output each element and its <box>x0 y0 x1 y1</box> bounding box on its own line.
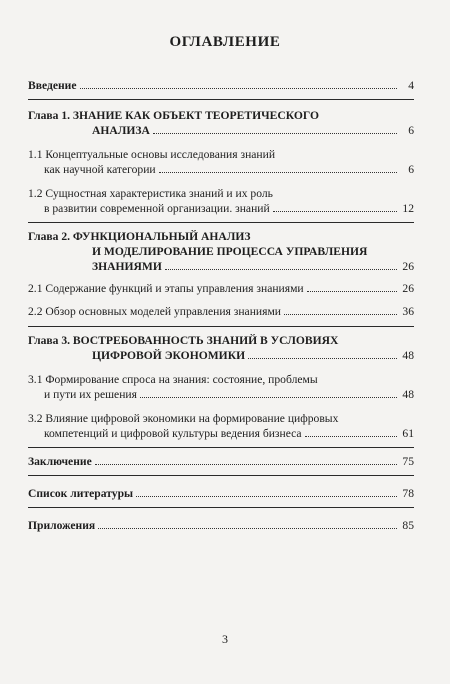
toc-entry-section-3-2[interactable] <box>28 411 414 441</box>
leader-dots <box>305 436 397 437</box>
toc-entry-page: 6 <box>408 163 414 176</box>
leader-dots <box>98 528 397 529</box>
leader-dots <box>165 269 397 270</box>
toc-entry-section-1-2[interactable] <box>28 186 414 216</box>
toc-entry-page: 12 <box>402 202 414 215</box>
toc-entry-label: 3.2 Влияние цифровой экономики на формирование цифровых <box>28 412 339 425</box>
toc-entry-label: 3.1 Формирование спроса на знания: состояние, проблемы <box>28 373 318 386</box>
toc-entry-label: Введение <box>28 79 77 92</box>
divider <box>28 222 414 223</box>
divider <box>28 507 414 508</box>
toc-entry-label: Глава 3. ВОСТРЕБОВАННОСТЬ ЗНАНИЙ В УСЛОВИЯХ <box>28 334 339 347</box>
toc-entry-label: 2.2 Обзор основных моделей управления знаниями <box>28 305 281 318</box>
toc-entry-chapter-3[interactable] <box>28 333 414 363</box>
leader-dots <box>159 172 397 173</box>
leader-dots <box>140 397 397 398</box>
toc-entry-chapter-1[interactable] <box>28 108 414 138</box>
toc-entry-page: 85 <box>402 519 414 532</box>
toc-entry-page: 48 <box>402 388 414 401</box>
toc-entry-label: Заключение <box>28 455 92 468</box>
toc-entry-section-2-1[interactable] <box>28 281 414 296</box>
toc-entry-section-1-1[interactable] <box>28 147 414 177</box>
toc-entry-label: ЗНАНИЯМИ <box>92 260 162 273</box>
toc-entry-label: Список литературы <box>28 487 134 500</box>
toc-entry-page: 36 <box>402 305 414 318</box>
toc-entry-label: компетенций и цифровой культуры ведения бизнеса <box>44 427 302 440</box>
leader-dots <box>307 291 397 292</box>
toc-entry-label: Глава 2. ФУНКЦИОНАЛЬНЫЙ АНАЛИЗ <box>28 230 251 243</box>
toc-entry-label: и пути их решения <box>44 388 137 401</box>
page-number: 3 <box>222 632 228 646</box>
divider <box>28 475 414 476</box>
toc-entry-label: И МОДЕЛИРОВАНИЕ ПРОЦЕССА УПРАВЛЕНИЯ <box>92 245 368 258</box>
toc-entry-page: 26 <box>402 282 414 295</box>
toc-entry-introduction[interactable] <box>28 78 414 93</box>
toc-entry-label: как научной категории <box>44 163 156 176</box>
toc-entry-page: 6 <box>408 124 414 137</box>
leader-dots <box>80 88 397 89</box>
toc-entry-label: Приложения <box>28 519 96 532</box>
toc-entry-page: 61 <box>402 427 414 440</box>
leader-dots <box>136 496 397 497</box>
toc-entry-section-2-2[interactable] <box>28 304 414 319</box>
toc-entry-page: 75 <box>402 455 414 468</box>
toc-entry-label: 2.1 Содержание функций и этапы управления знаниями <box>28 282 304 295</box>
divider <box>28 447 414 448</box>
toc-entry-label: Глава 1. ЗНАНИЕ КАК ОБЪЕКТ ТЕОРЕТИЧЕСКОГО <box>28 109 319 122</box>
toc-entry-label: ЦИФРОВОЙ ЭКОНОМИКИ <box>92 349 246 362</box>
toc-entry-section-3-1[interactable] <box>28 372 414 402</box>
toc-entry-chapter-2[interactable] <box>28 229 414 274</box>
toc-entry-appendices[interactable] <box>28 518 414 533</box>
page-title: ОГЛАВЛЕНИЕ <box>169 34 281 50</box>
leader-dots <box>284 314 397 315</box>
toc-entry-bibliography[interactable] <box>28 486 414 501</box>
divider <box>28 326 414 327</box>
table-of-contents <box>28 72 414 533</box>
toc-entry-label: в развитии современной организации. знаний <box>44 202 270 215</box>
toc-entry-conclusion[interactable] <box>28 454 414 469</box>
leader-dots <box>248 358 397 359</box>
leader-dots <box>273 211 397 212</box>
toc-entry-page: 26 <box>402 260 414 273</box>
toc-entry-label: 1.2 Сущностная характеристика знаний и их роль <box>28 187 273 200</box>
toc-entry-page: 48 <box>402 349 414 362</box>
toc-entry-page: 4 <box>408 79 414 92</box>
leader-dots <box>95 464 397 465</box>
toc-entry-label: АНАЛИЗА <box>92 124 150 137</box>
toc-entry-label: 1.1 Концептуальные основы исследования знаний <box>28 148 276 161</box>
leader-dots <box>153 133 397 134</box>
toc-entry-page: 78 <box>402 487 414 500</box>
divider <box>28 99 414 100</box>
